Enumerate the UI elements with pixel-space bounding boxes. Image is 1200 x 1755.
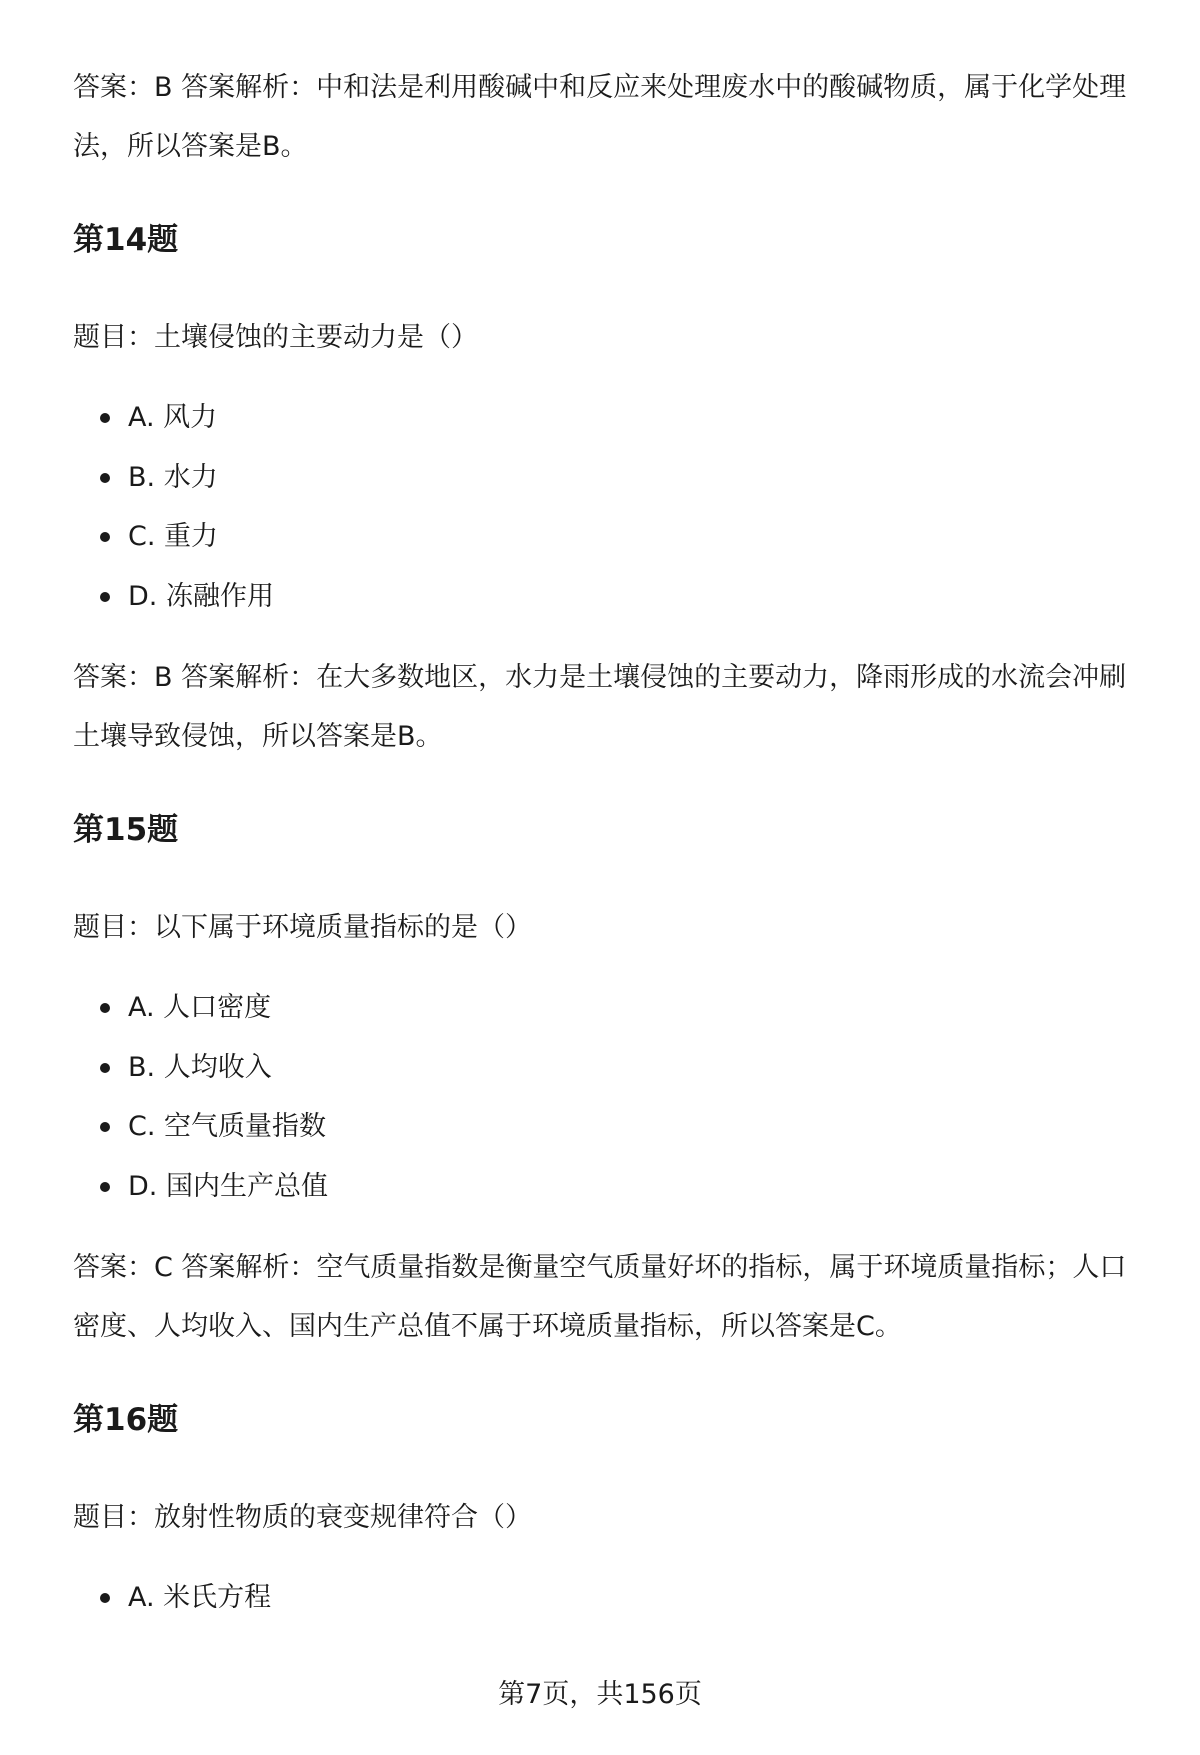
bullet-icon [100,532,110,542]
options-list-15 [73,978,1143,1216]
option-label: C. 重力 [128,521,219,552]
question-heading-16: 第16题 [73,1402,179,1438]
option-item [73,507,1143,567]
options-list-16 [73,1568,1143,1628]
option-label: C. 空气质量指数 [128,1111,327,1142]
answer-explanation-14: 答案：B 答案解析：在大多数地区，水力是土壤侵蚀的主要动力，降雨形成的水流会冲刷土壤导致侵蚀，所以答案是B。 [73,662,1127,752]
option-item [73,567,1143,627]
answer-explanation-15: 答案：C 答案解析：空气质量指数是衡量空气质量好坏的指标，属于环境质量指标；人口密度、人均收入、国内生产总值不属于环境质量指标，所以答案是C。 [73,1252,1127,1342]
option-label: B. 人均收入 [128,1051,272,1083]
option-label: D. 国内生产总值 [128,1170,328,1202]
bullet-icon [100,413,110,423]
option-label: A. 风力 [128,402,218,433]
question-heading-15: 第15题 [73,812,179,848]
bullet-icon [100,1122,110,1132]
page-number-footer: 第7页，共156页 [498,1679,702,1710]
question-text-16: 题目：放射性物质的衰变规律符合（） [73,1502,532,1533]
bullet-icon [100,592,110,602]
option-label: B. 水力 [128,461,218,493]
option-item [73,1157,1143,1217]
option-item [73,1097,1143,1157]
question-text-14: 题目：土壤侵蚀的主要动力是（） [73,322,478,353]
option-item [73,1568,1143,1628]
option-label: D. 冻融作用 [128,580,274,612]
answer-explanation-13: 答案：B 答案解析：中和法是利用酸碱中和反应来处理废水中的酸碱物质，属于化学处理法，所以答案是B。 [73,72,1127,162]
option-item [73,448,1143,508]
bullet-icon [100,1593,110,1603]
question-heading-14: 第14题 [73,222,179,258]
bullet-icon [100,473,110,483]
option-item [73,388,1143,448]
options-list-14 [73,388,1143,626]
option-item [73,978,1143,1038]
option-label: A. 米氏方程 [128,1582,272,1613]
bullet-icon [100,1182,110,1192]
bullet-icon [100,1003,110,1013]
option-label: A. 人口密度 [128,992,272,1023]
question-text-15: 题目：以下属于环境质量指标的是（） [73,912,532,943]
document-page [73,58,1143,1628]
option-item [73,1038,1143,1098]
bullet-icon [100,1063,110,1073]
